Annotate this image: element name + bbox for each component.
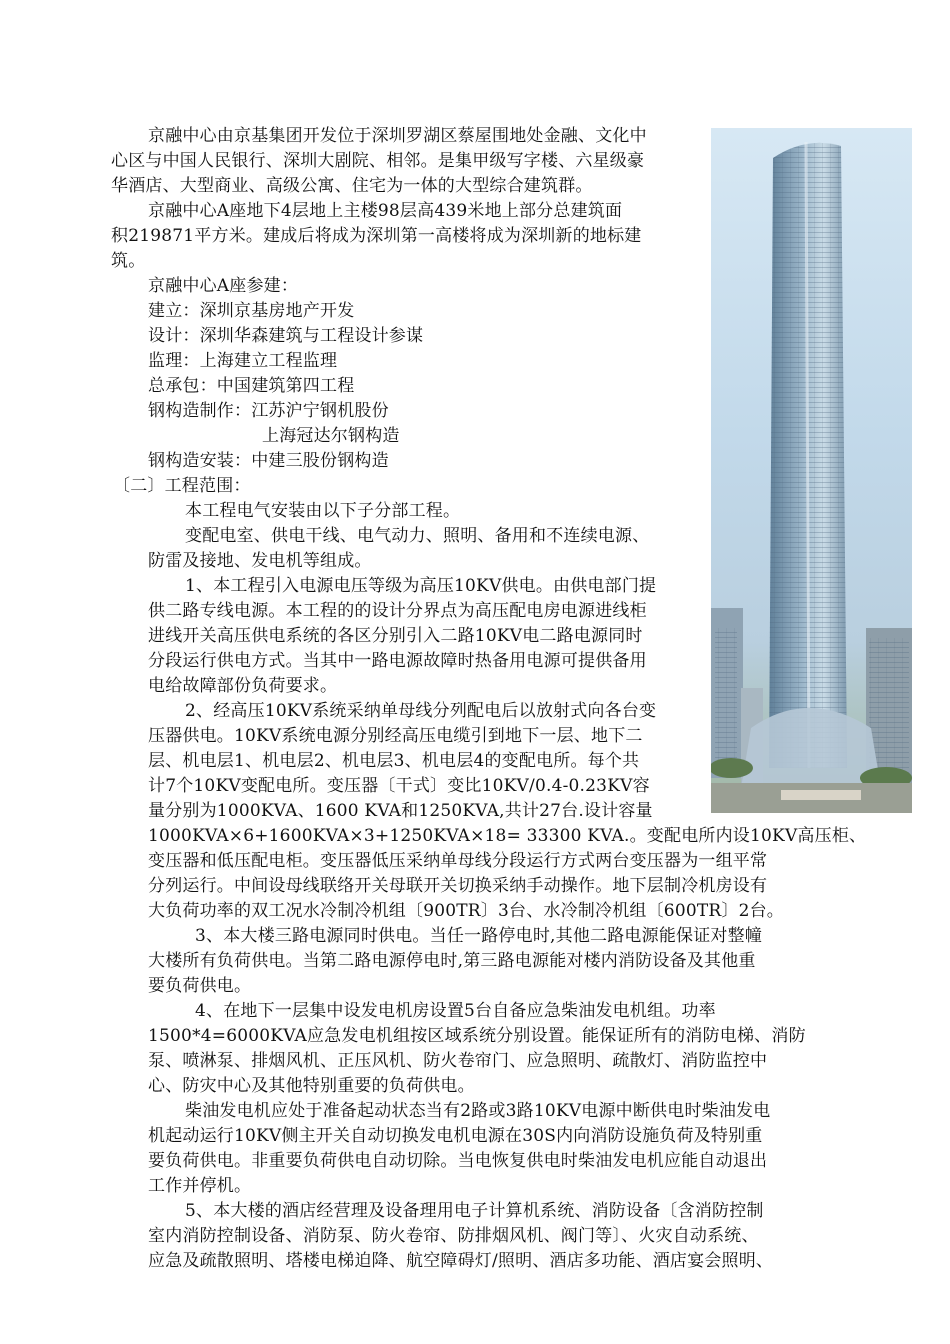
participant-item: 钢构造制作：江苏沪宁钢机股份 — [148, 401, 389, 421]
scope-line: 工作并停机。 — [148, 1176, 252, 1196]
scope-line: 量分别为1000KVA、1600 KVA和1250KVA,共计27台.设计容量 — [148, 801, 653, 821]
scope-line: 柴油发电机应处于准备起动状态当有2路或3路10KV电源中断供电时柴油发电 — [185, 1101, 771, 1121]
scope-line: 2、经高压10KV系统采纳单母线分列配电后以放射式向各台变 — [185, 701, 657, 721]
participant-item: 钢构造安装：中建三股份钢构造 — [148, 451, 389, 471]
intro-line: 华酒店、大型商业、高级公寓、住宅为一体的大型综合建筑群。 — [111, 176, 593, 196]
intro-line: 心区与中国人民银行、深圳大剧院、相邻。是集甲级写字楼、六星级豪 — [111, 151, 645, 171]
section-heading: 〔二〕工程范围： — [113, 476, 251, 496]
participant-item: 总承包：中国建筑第四工程 — [148, 376, 355, 396]
scope-line: 大楼所有负荷供电。当第二路电源停电时,第三路电源能对楼内消防设备及其他重 — [148, 951, 756, 971]
intro-line: 京融中心A座地下4层地上主楼98层高439米地上部分总建筑面 — [148, 201, 623, 221]
scope-line: 1500*4=6000KVA应急发电机组按区域系统分别设置。能保证所有的消防电梯、消防 — [148, 1026, 806, 1046]
scope-line: 5、本大楼的酒店经营理及设备理用电子计算机系统、消防设备〔含消防控制 — [185, 1201, 764, 1221]
participants-heading: 京融中心A座参建： — [148, 276, 299, 296]
scope-line: 室内消防控制设备、消防泵、防火卷帘、防排烟风机、阀门等〕、火灾自动系统、 — [148, 1226, 759, 1246]
scope-line: 要负荷供电。非重要负荷供电自动切除。当电恢复供电时柴油发电机应能自动退出 — [148, 1151, 768, 1171]
skyscraper-photo — [711, 128, 912, 813]
participant-item: 设计：深圳华森建筑与工程设计参谋 — [148, 326, 424, 346]
participant-item: 上海冠达尔钢构造 — [262, 426, 400, 446]
participant-item: 建立：深圳京基房地产开发 — [148, 301, 355, 321]
intro-line: 京融中心由京基集团开发位于深圳罗湖区蔡屋围地处金融、文化中 — [148, 126, 647, 146]
scope-line: 1、本工程引入电源电压等级为高压10KV供电。由供电部门提 — [185, 576, 657, 596]
scope-line: 供二路专线电源。本工程的的设计分界点为高压配电房电源进线柜 — [148, 601, 647, 621]
scope-line: 变压器和低压配电柜。变压器低压采纳单母线分段运行方式两台变压器为一组平常 — [148, 851, 768, 871]
scope-line: 计7个10KV变配电所。变压器〔干式〕变比10KV/0.4-0.23KV容 — [148, 776, 650, 796]
scope-line: 本工程电气安装由以下子分部工程。 — [185, 501, 461, 521]
scope-line: 电给故障部份负荷要求。 — [148, 676, 338, 696]
scope-line: 3、本大楼三路电源同时供电。当任一路停电时,其他二路电源能保证对整幢 — [195, 926, 763, 946]
scope-line: 防雷及接地、发电机等组成。 — [148, 551, 372, 571]
scope-line: 要负荷供电。 — [148, 976, 252, 996]
scope-line: 心、防灾中心及其他特别重要的负荷供电。 — [148, 1076, 475, 1096]
scope-line: 变配电室、供电干线、电气动力、照明、备用和不连续电源、 — [185, 526, 650, 546]
scope-line: 分段运行供电方式。当其中一路电源故障时热备用电源可提供备用 — [148, 651, 647, 671]
scope-line: 层、机电层1、机电层2、机电层3、机电层4的变配电所。每个共 — [148, 751, 640, 771]
intro-line: 积219871平方米。建成后将成为深圳第一高楼将成为深圳新的地标建 — [111, 226, 642, 246]
scope-line: 1000KVA×6+1600KVA×3+1250KVA×18= 33300 KVA.。变配电所内设10KV高压柜、 — [148, 826, 867, 846]
scope-line: 压器供电。10KV系统电源分别经高压电缆引到地下一层、地下二 — [148, 726, 643, 746]
scope-line: 大负荷功率的双工况水冷制冷机组〔900TR〕3台、水冷制冷机组〔600TR〕2台。 — [148, 901, 785, 921]
scope-line: 应急及疏散照明、塔楼电梯迫降、航空障碍灯/照明、酒店多功能、酒店宴会照明、 — [148, 1251, 774, 1271]
scope-line: 机起动运行10KV侧主开关自动切换发电机电源在30S内向消防设施负荷及特别重 — [148, 1126, 763, 1146]
participant-item: 监理：上海建立工程监理 — [148, 351, 338, 371]
scope-line: 泵、喷淋泵、排烟风机、正压风机、防火卷帘门、应急照明、疏散灯、消防监控中 — [148, 1051, 768, 1071]
scope-line: 进线开关高压供电系统的各区分别引入二路10KV电二路电源同时 — [148, 626, 643, 646]
intro-line: 筑。 — [111, 251, 146, 271]
scope-line: 4、在地下一层集中设发电机房设置5台自备应急柴油发电机组。功率 — [195, 1001, 716, 1021]
scope-line: 分列运行。中间设母线联络开关母联开关切换采纳手动操作。地下层制冷机房设有 — [148, 876, 768, 896]
